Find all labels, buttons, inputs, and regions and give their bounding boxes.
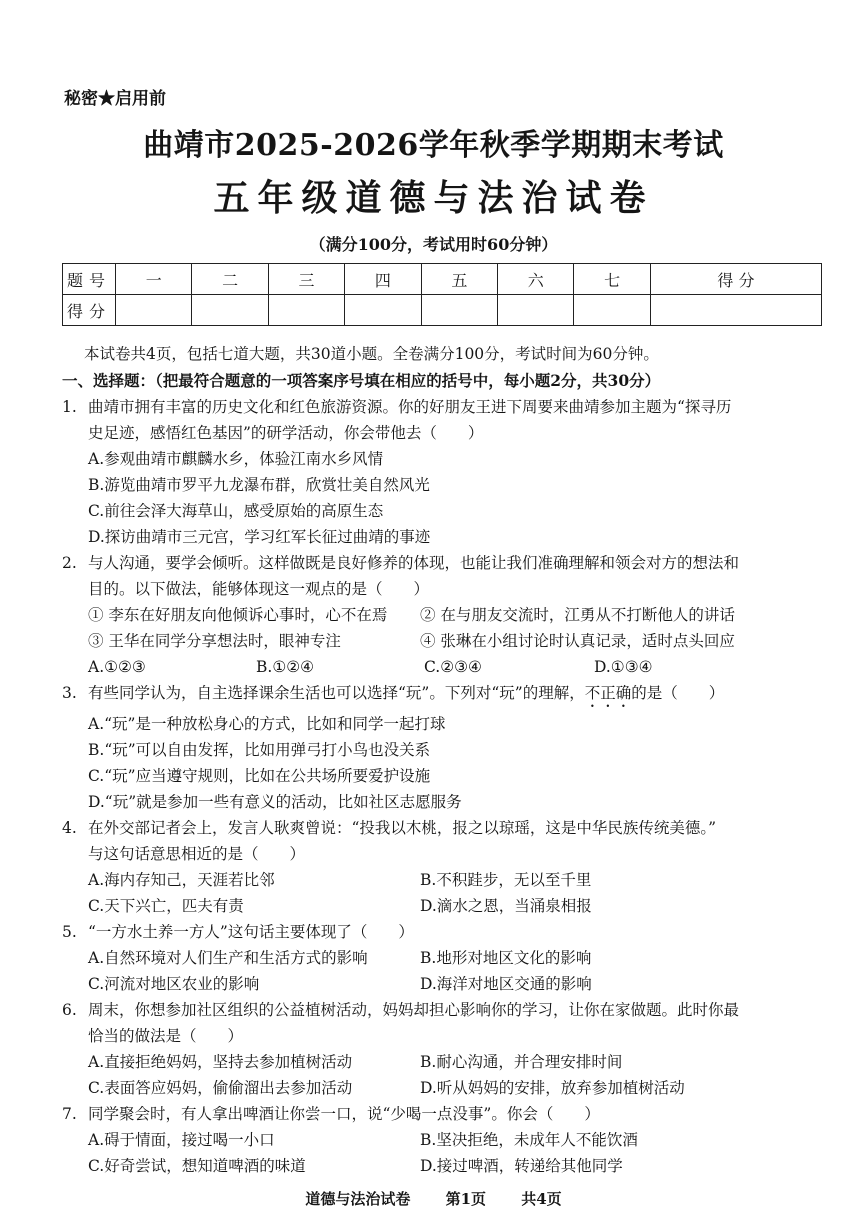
section-heading: 一、选择题：（把最符合题意的一项答案序号填在相应的括号中，每小题2分，共30分） [62, 371, 661, 390]
option-a[interactable]: A.直接拒绝妈妈，坚持去参加植树活动 [88, 1053, 353, 1071]
option-a[interactable]: A.参观曲靖市麒麟水乡，体验江南水乡风情 [88, 450, 384, 468]
option-row [62, 971, 832, 997]
question-number: 7. [62, 1105, 77, 1123]
option-row [62, 945, 832, 971]
option-b[interactable]: B.①②④ [256, 658, 315, 676]
option-b[interactable]: B.不积跬步，无以至千里 [420, 871, 592, 889]
statement-row [62, 628, 832, 654]
question-number: 1. [62, 398, 77, 416]
option-b[interactable]: B.坚决拒绝，未成年人不能饮酒 [420, 1131, 638, 1149]
statement-2: ② 在与朋友交流时，江勇从不打断他人的讲话 [420, 606, 735, 624]
question-5 [62, 919, 832, 997]
question-stem-cont: 史足迹，感悟红色基因”的研学活动，你会带他去（ ） [88, 424, 484, 442]
score-time-note: （满分100分，考试用时60分钟） [309, 235, 558, 254]
score-table-row-head: 题号 [63, 264, 116, 295]
question-3 [62, 680, 832, 815]
question-number: 5. [62, 923, 77, 941]
option-row [62, 867, 832, 893]
score-cell[interactable] [498, 295, 574, 326]
score-table-score-row [63, 295, 822, 326]
question-stem: 有些同学认为，自主选择课余生活也可以选择“玩”。下列对“玩”的理解， [88, 684, 585, 702]
question-stem-end: 的是（ ） [631, 684, 725, 702]
statement-row [62, 602, 832, 628]
option-d[interactable]: D.海洋对地区交通的影响 [420, 975, 592, 993]
question-1 [62, 394, 832, 550]
option-b[interactable]: B.“玩”可以自由发挥，比如用弹弓打小鸟也没关系 [88, 741, 431, 759]
option-d[interactable]: D.探访曲靖市三元宫，学习红军长征过曲靖的事迹 [88, 528, 431, 546]
option-a[interactable]: A.①②③ [88, 658, 146, 676]
option-d[interactable]: D.听从妈妈的安排，放弃参加植树活动 [420, 1079, 685, 1097]
score-row-head: 得分 [63, 295, 116, 326]
option-b[interactable]: B.耐心沟通，并合理安排时间 [420, 1053, 623, 1071]
statement-4: ④ 张琳在小组讨论时认真记录，适时点头回应 [420, 632, 735, 650]
score-col-3: 三 [268, 264, 344, 295]
statement-3: ③ 王华在同学分享想法时，眼神专注 [88, 632, 341, 650]
option-row [62, 1075, 832, 1101]
statement-1: ① 李东在好朋友向他倾诉心事时，心不在焉 [88, 606, 388, 624]
question-stem-cont: 与这句话意思相近的是（ ） [88, 845, 306, 863]
score-col-5: 五 [421, 264, 497, 295]
score-col-2: 二 [192, 264, 268, 295]
question-stem: 曲靖市拥有丰富的历史文化和红色旅游资源。你的好朋友王进下周要来曲靖参加主题为“探寻历 [88, 398, 732, 416]
question-stem-cont: 恰当的做法是（ ） [88, 1027, 244, 1045]
footer-subject: 道德与法治试卷 [305, 1190, 411, 1208]
option-c[interactable]: C.河流对地区农业的影响 [88, 975, 260, 993]
paper-title: 五年级道德与法治试卷 [213, 177, 654, 219]
option-a[interactable]: A.碍于情面，接过喝一小口 [88, 1131, 275, 1149]
option-c[interactable]: C.好奇尝试，想知道啤酒的味道 [88, 1157, 306, 1175]
option-c[interactable]: C.“玩”应当遵守规则，比如在公共场所要爱护设施 [88, 767, 431, 785]
option-row [62, 1127, 832, 1153]
option-d[interactable]: D.①③④ [594, 658, 653, 676]
option-a[interactable]: A.海内存知己，天涯若比邻 [88, 871, 275, 889]
score-table [62, 263, 822, 326]
score-col-4: 四 [345, 264, 421, 295]
option-c[interactable]: C.前往会泽大海草山，感受原始的高原生态 [88, 502, 384, 520]
question-6 [62, 997, 832, 1101]
exam-title: 曲靖市2025-2026学年秋季学期期末考试 [143, 128, 724, 163]
option-row [62, 1153, 832, 1179]
option-row [62, 654, 832, 680]
question-stem: 同学聚会时，有人拿出啤酒让你尝一口，说“少喝一点没事”。你会（ ） [88, 1105, 600, 1123]
confidential-mark: 秘密★启用前 [64, 89, 166, 109]
footer-total-pages: 共4页 [521, 1190, 562, 1208]
score-cell[interactable] [650, 295, 821, 326]
question-number: 6. [62, 1001, 77, 1019]
score-col-6: 六 [498, 264, 574, 295]
question-list [62, 394, 832, 1179]
score-cell[interactable] [192, 295, 268, 326]
option-a[interactable]: A.“玩”是一种放松身心的方式，比如和同学一起打球 [88, 715, 446, 733]
question-2 [62, 550, 832, 680]
question-number: 4. [62, 819, 77, 837]
option-c[interactable]: C.天下兴亡，匹夫有责 [88, 897, 244, 915]
score-cell[interactable] [574, 295, 650, 326]
question-stem: 在外交部记者会上，发言人耿爽曾说：“投我以木桃，报之以琼瑶，这是中华民族传统美德。” [88, 819, 717, 837]
option-d[interactable]: D.“玩”就是参加一些有意义的活动，比如社区志愿服务 [88, 793, 462, 811]
question-number: 3. [62, 684, 77, 702]
score-cell[interactable] [268, 295, 344, 326]
question-stem: 与人沟通，要学会倾听。这样做既是良好修养的体现，也能让我们准确理解和领会对方的想法和 [88, 554, 740, 572]
question-4 [62, 815, 832, 919]
option-row [62, 1049, 832, 1075]
option-d[interactable]: D.滴水之恩，当涌泉相报 [420, 897, 592, 915]
question-stem: 周末，你想参加社区组织的公益植树活动，妈妈却担心影响你的学习，让你在家做题。此时你最 [88, 1001, 740, 1019]
score-cell[interactable] [421, 295, 497, 326]
option-d[interactable]: D.接过啤酒，转递给其他同学 [420, 1157, 623, 1175]
score-col-1: 一 [116, 264, 192, 295]
exam-instructions: 本试卷共4页，包括七道大题，共30道小题。全卷满分100分，考试时间为60分钟。 [84, 345, 659, 363]
score-col-7: 七 [574, 264, 650, 295]
emphasized-word: 不正确 [584, 684, 632, 702]
question-stem: “一方水土养一方人”这句话主要体现了（ ） [88, 923, 414, 941]
option-b[interactable]: B.游览曲靖市罗平九龙瀑布群，欣赏壮美自然风光 [88, 476, 430, 494]
question-stem-cont: 目的。以下做法，能够体现这一观点的是（ ） [88, 580, 430, 598]
question-number: 2. [62, 554, 77, 572]
option-c[interactable]: C.表面答应妈妈，偷偷溜出去参加活动 [88, 1079, 353, 1097]
page-footer [0, 1188, 867, 1209]
score-cell[interactable] [116, 295, 192, 326]
option-c[interactable]: C.②③④ [424, 658, 482, 676]
option-a[interactable]: A.自然环境对人们生产和生活方式的影响 [88, 949, 368, 967]
score-cell[interactable] [345, 295, 421, 326]
option-row [62, 893, 832, 919]
score-col-total: 得 分 [650, 264, 821, 295]
option-b[interactable]: B.地形对地区文化的影响 [420, 949, 592, 967]
question-7 [62, 1101, 832, 1179]
score-table-header-row [63, 264, 822, 295]
footer-page-number: 第1页 [445, 1190, 486, 1208]
